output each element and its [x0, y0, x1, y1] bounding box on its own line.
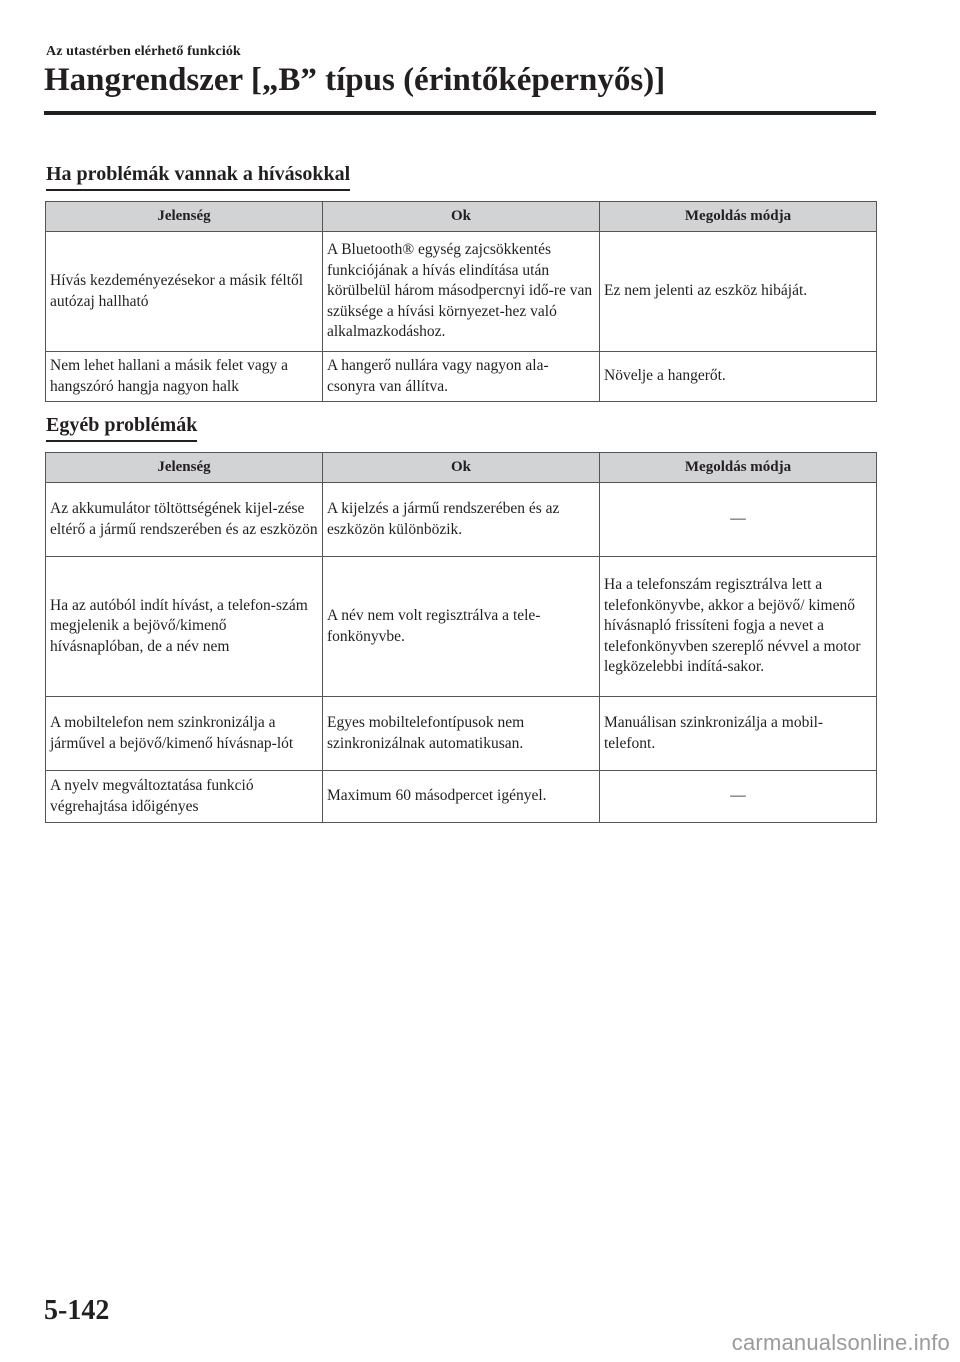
solution-cell: Manuálisan szinkronizálja a mobil-telefont.	[600, 697, 877, 771]
column-header-solution: Megoldás módja	[600, 202, 877, 232]
table-row	[46, 697, 877, 771]
table-row	[46, 557, 877, 697]
symptom-cell: Hívás kezdeményezésekor a másik féltől autózaj hallható	[46, 232, 323, 352]
cause-cell: Maximum 60 másodpercet igényel.	[323, 771, 600, 823]
symptom-cell: Az akkumulátor töltöttségének kijel-zése eltérő a jármű rendszerében és az eszközön	[46, 483, 323, 557]
cause-cell: A név nem volt regisztrálva a tele-fonkönyvbe.	[323, 557, 600, 697]
column-header-cause: Ok	[323, 453, 600, 483]
column-header-symptom: Jelenség	[46, 453, 323, 483]
column-header-symptom: Jelenség	[46, 202, 323, 232]
column-header-cause: Ok	[323, 202, 600, 232]
breadcrumb: Az utastérben elérhető funkciók	[46, 44, 241, 59]
section-heading-call-problems: Ha problémák vannak a hívásokkal	[46, 163, 350, 191]
table-header-row	[46, 202, 877, 232]
symptom-cell: Ha az autóból indít hívást, a telefon-szám megjelenik a bejövő/kimenő hívásnaplóban, de a név nem	[46, 557, 323, 697]
section-heading-other-problems: Egyéb problémák	[46, 414, 197, 442]
cause-cell: Egyes mobiltelefontípusok nem szinkronizálnak automatikusan.	[323, 697, 600, 771]
cause-cell: A Bluetooth® egység zajcsökkentés funkciójának a hívás elindítása után körülbelül három másodpercnyi idő-re van szüksége a hívási környezet-hez való alkalmazkodáshoz.	[323, 232, 600, 352]
solution-cell: Ha a telefonszám regisztrálva lett a telefonkönyvbe, akkor a bejövő/ kimenő hívásnapló frissíteni fogja a nevet a telefonkönyvben szereplő névvel a motor legközelebbi indítá-sakor.	[600, 557, 877, 697]
solution-cell: Növelje a hangerőt.	[600, 352, 877, 402]
page-title: Hangrendszer [„B” típus (érintőképernyős)]	[44, 62, 666, 98]
column-header-solution: Megoldás módja	[600, 453, 877, 483]
other-problems-table	[45, 452, 877, 823]
solution-cell: Ez nem jelenti az eszköz hibáját.	[600, 232, 877, 352]
watermark: carmanualsonline.info	[731, 1330, 950, 1355]
symptom-cell: Nem lehet hallani a másik felet vagy a hangszóró hangja nagyon halk	[46, 352, 323, 402]
table-row	[46, 232, 877, 352]
table-header-row	[46, 453, 877, 483]
symptom-cell: A mobiltelefon nem szinkronizálja a járművel a bejövő/kimenő hívásnap-lót	[46, 697, 323, 771]
cause-cell: A hangerő nullára vagy nagyon ala-csonyra van állítva.	[323, 352, 600, 402]
cause-cell: A kijelzés a jármű rendszerében és az eszközön különbözik.	[323, 483, 600, 557]
symptom-cell: A nyelv megváltoztatása funkció végrehajtása időigényes	[46, 771, 323, 823]
table-row	[46, 352, 877, 402]
solution-cell: —	[600, 483, 877, 557]
page-number: 5-142	[44, 1295, 110, 1326]
solution-cell: —	[600, 771, 877, 823]
call-problems-table	[45, 201, 877, 402]
title-divider	[44, 111, 876, 115]
table-row	[46, 483, 877, 557]
table-row	[46, 771, 877, 823]
